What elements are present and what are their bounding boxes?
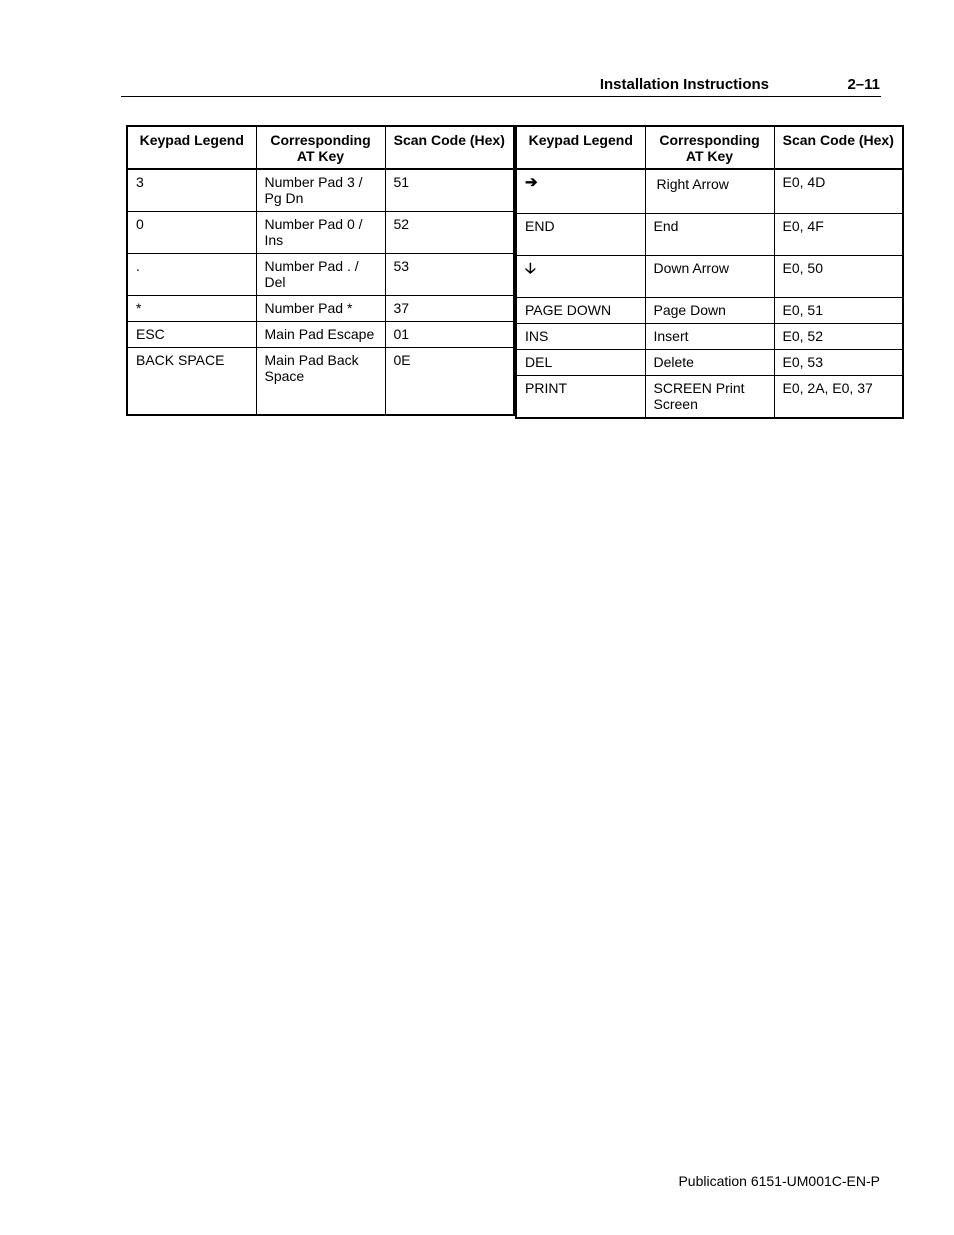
section-title: Installation Instructions — [599, 76, 769, 93]
column-header-at-key: Corresponding AT Key — [645, 126, 774, 169]
keypad-legend-cell: PRINT — [516, 376, 645, 419]
at-key-cell: Number Pad * — [256, 296, 385, 322]
keypad-legend-cell: END — [516, 214, 645, 256]
column-header-keypad-legend: Keypad Legend — [127, 126, 256, 169]
table-row — [127, 348, 514, 416]
at-key-cell: Down Arrow — [645, 256, 774, 298]
scan-code-cell: 01 — [385, 322, 514, 348]
scan-code-cell: E0, 53 — [774, 350, 903, 376]
keypad-legend-cell: BACK SPACE — [127, 348, 256, 416]
column-header-scan-code: Scan Code (Hex) — [774, 126, 903, 169]
keypad-legend-cell: 0 — [127, 212, 256, 254]
right-arrow-icon: ➔ — [525, 174, 538, 191]
table-row — [127, 169, 514, 212]
at-key-cell: Number Pad . / Del — [256, 254, 385, 296]
scan-code-cell: 0E — [385, 348, 514, 416]
at-key-cell: Page Down — [645, 298, 774, 324]
table-row — [516, 324, 903, 350]
keypad-legend-cell: . — [127, 254, 256, 296]
at-key-cell: Number Pad 3 / Pg Dn — [256, 169, 385, 212]
table-row — [516, 376, 903, 419]
scan-code-cell: 52 — [385, 212, 514, 254]
at-key-cell: End — [645, 214, 774, 256]
keypad-legend-cell — [516, 256, 645, 298]
page-header — [121, 75, 881, 97]
keypad-legend-cell: INS — [516, 324, 645, 350]
table-row — [516, 350, 903, 376]
page-number: 2–11 — [847, 76, 880, 93]
scan-code-cell: E0, 4F — [774, 214, 903, 256]
table-row — [127, 322, 514, 348]
at-key-cell: Main Pad Escape — [256, 322, 385, 348]
at-key-cell: SCREEN Print Screen — [645, 376, 774, 419]
table-row — [127, 254, 514, 296]
scan-code-table-right — [515, 125, 904, 419]
column-header-keypad-legend: Keypad Legend — [516, 126, 645, 169]
scan-code-cell: E0, 51 — [774, 298, 903, 324]
table-row — [516, 298, 903, 324]
column-header-scan-code: Scan Code (Hex) — [385, 126, 514, 169]
table-header-row — [127, 126, 514, 169]
table-header-row — [516, 126, 903, 169]
down-arrow-icon: 🡣 — [525, 260, 536, 277]
keypad-legend-cell: 3 — [127, 169, 256, 212]
table-row — [127, 296, 514, 322]
scan-code-cell: E0, 2A, E0, 37 — [774, 376, 903, 419]
at-key-cell: Main Pad Back Space — [256, 348, 385, 416]
publication-number: Publication 6151-UM001C-EN-P — [678, 1173, 880, 1189]
table-row — [127, 212, 514, 254]
table-row — [516, 214, 903, 256]
scan-code-cell: E0, 4D — [774, 169, 903, 214]
at-key-cell: Delete — [645, 350, 774, 376]
keypad-legend-cell: ESC — [127, 322, 256, 348]
scan-code-cell: 51 — [385, 169, 514, 212]
keypad-legend-cell: PAGE DOWN — [516, 298, 645, 324]
at-key-cell: Number Pad 0 / Ins — [256, 212, 385, 254]
scan-code-cell: E0, 52 — [774, 324, 903, 350]
column-header-at-key: Corresponding AT Key — [256, 126, 385, 169]
at-key-cell: Right Arrow — [645, 169, 774, 214]
scan-code-cell: E0, 50 — [774, 256, 903, 298]
keypad-legend-cell — [516, 169, 645, 214]
table-row — [516, 169, 903, 214]
keypad-legend-cell: * — [127, 296, 256, 322]
scan-code-table-left — [126, 125, 515, 416]
keypad-legend-cell: DEL — [516, 350, 645, 376]
scan-code-cell: 37 — [385, 296, 514, 322]
table-row — [516, 256, 903, 298]
at-key-cell: Insert — [645, 324, 774, 350]
scan-code-cell: 53 — [385, 254, 514, 296]
